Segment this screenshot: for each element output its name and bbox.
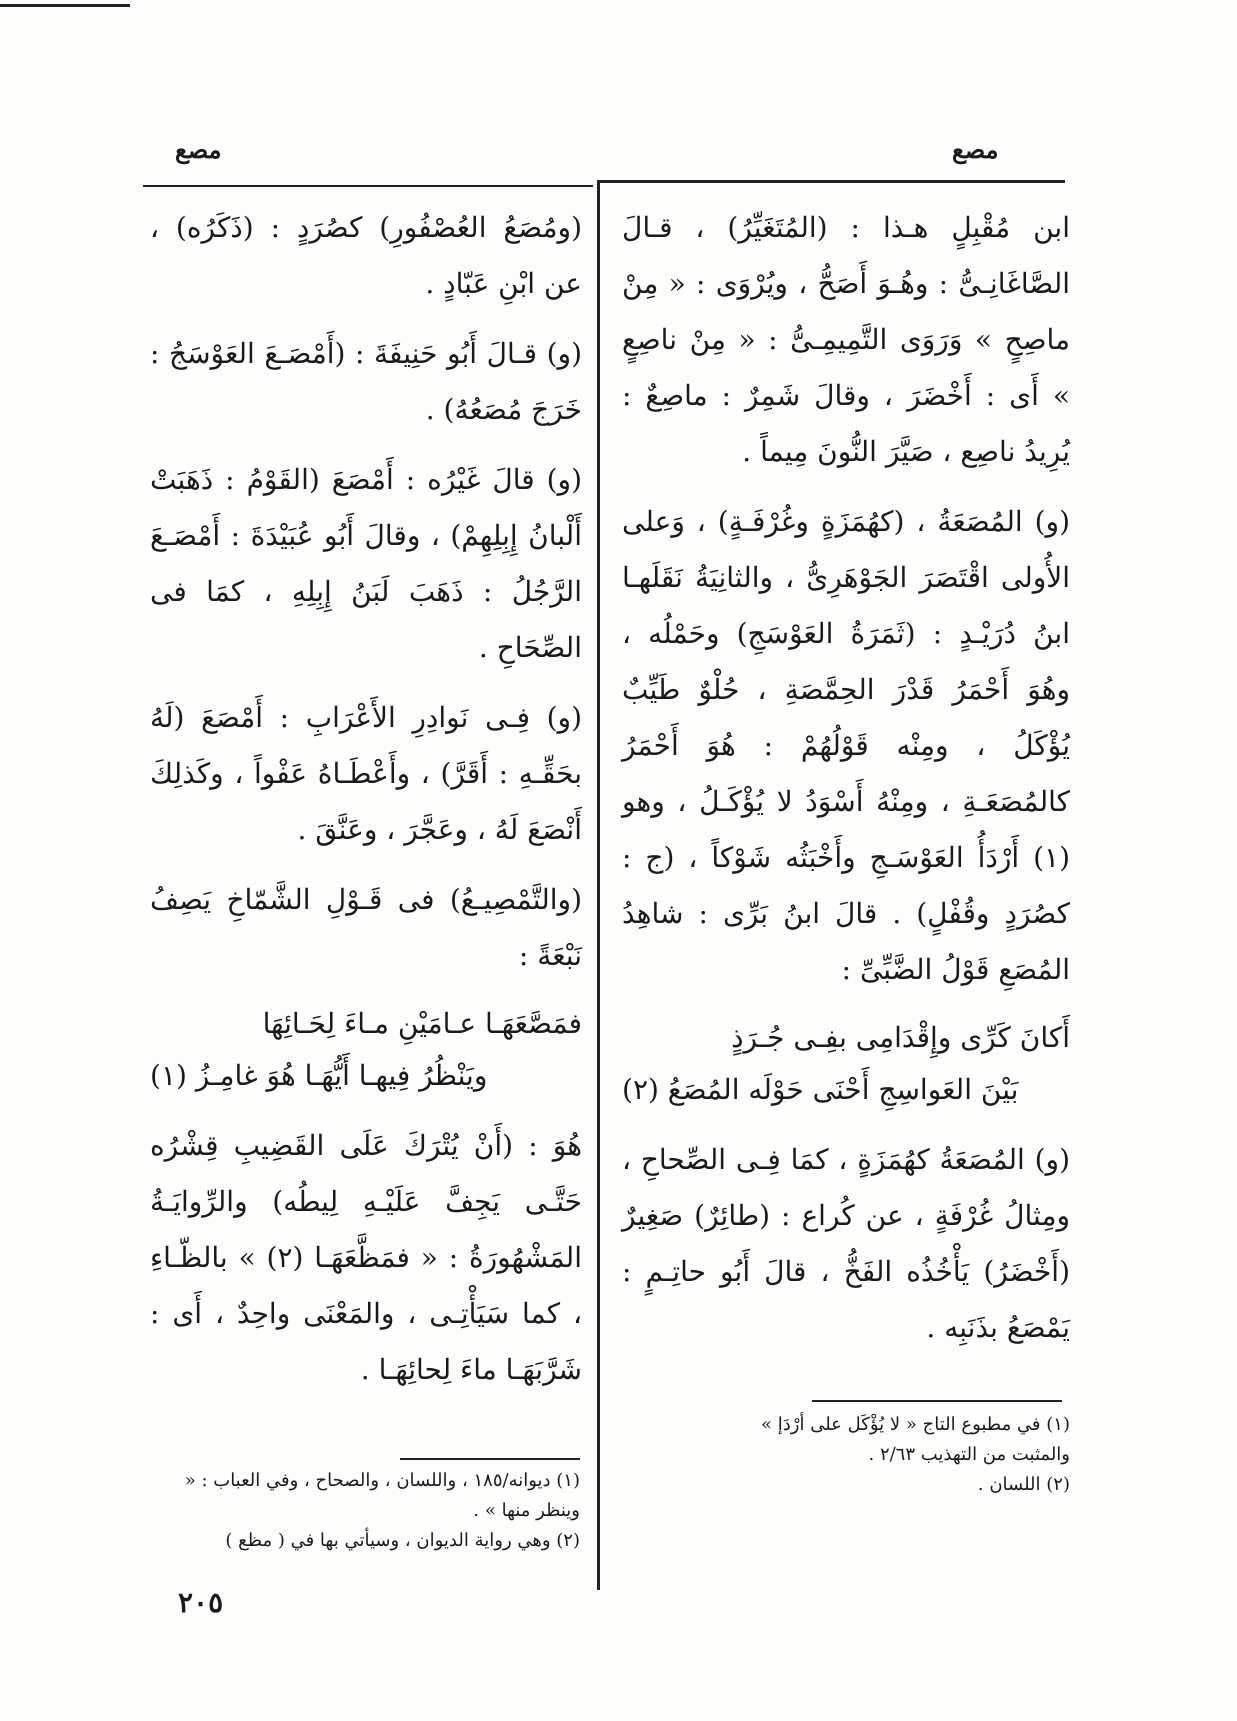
running-header-right: مصع: [952, 135, 999, 164]
footnote-rule-right: [812, 1400, 1062, 1402]
paragraph: (والتَّمْصِيـعُ) فى قَـوْلِ الشَّمّاخِ يَصِفُ نَبْعَةً :: [150, 883, 582, 972]
running-header-left: مصع: [175, 135, 222, 164]
verse-line: بَيْنَ العَواسِجِ أَحْنَى حَوْلَه المُصَعُ (٢): [622, 1073, 1019, 1106]
left-column: [150, 200, 582, 1412]
verse-line: أَكانَ كَرِّى وإِقْدَامِى بفِـى جُـرَذٍ: [731, 1021, 1070, 1054]
footnote-rule-left: [400, 1458, 580, 1460]
top-edge-line: [0, 4, 130, 7]
paragraph: (و) فِـى نَوادِرِ الأَعْرَابِ : أَمْصَعَ (لَهُ بحَقِّـهِ : أَقَرَّ) ، وأَعْطَـاهُ عَفْواً ، وكَذلِكَ أَنْصَعَ لَهُ ، وعَجَّرَ ، وعَنَّقَ .: [150, 701, 582, 846]
paragraph: ابن مُقْبِلٍ هـذا : (المُتَغَيِّرُ) ، قـالَ الصَّاغَانِـىُّ : وهُـوَ أَصَحُّ ، ويُرْوَى : « مِنْ ماصِحٍ » وَرَوَى التَّمِيمِـىُّ : « مِنْ ناصِعٍ » أَى : أَخْضَرَ ، وقالَ شَمِرٌ : ماصِعٌ : يُرِيدُ ناصِع ، صَيَّرَ النُّونَ مِيماً .: [622, 211, 1070, 468]
footnotes-left: [150, 1466, 580, 1556]
footnotes-right: [700, 1410, 1070, 1500]
right-column: [622, 200, 1070, 1370]
paragraph: (و) المُصَعَةُ كهُمَزَةٍ ، كمَا فِـى الصِّحاحِ ، ومِثالُ غُرْفَةٍ ، عن كُراع : (طائِرٌ) صَغِيرٌ (أَخْضَرُ) يَأْخُذُه الفَخُّ ، قالَ أَبُو حاتِـمٍ : يَمْصَعُ بذَنَبِه .: [622, 1143, 1070, 1344]
header-rule-left: [143, 185, 593, 187]
verse-line: فمَصَّعَهَـا عـامَيْنِ مـاءَ لِحَـائِهَا: [262, 1007, 582, 1040]
header-rule-right: [600, 180, 1065, 183]
paragraph: (و) المُصَعَةُ ، (كهُمَزَةٍ وغُرْفَـةٍ) ، وَعلى الأُولى اقْتَصَرَ الجَوْهَرِىُّ ، والثانِيَةُ نَقَلَهـا ابنُ دُرَيْـدٍ : (ثَمَرَةُ العَوْسَجِ) وحَمْلُه ، وهُوَ أَحْمَرُ قَدْرَ الحِمَّصَةِ ، حُلْوٌ طَيِّبٌ يُؤْكَلُ ، ومِنْه قَوْلُهُمْ : هُوَ أَحْمَرُ كالمُصَعَـةِ ، ومِنْهُ أَسْوَدُ لا يُؤْكَـلُ ، وهو (١) أَرْدَأُ العَوْسَـجِ وأَخْبَثُه شَوْكاً ، (ج : كصُرَدٍ وقُفْلٍ) . قالَ ابنُ بَرِّى : شاهِدُ المُصَعِ قَوْلُ الضَّبِّىِّ :: [622, 505, 1070, 986]
paragraph: (و) قالَ غَيْرُه : أَمْصَعَ (القَوْمُ : ذَهَبَتْ أَلْبانُ إِبِلِهِمْ) ، وقالَ أَبُو عُبَيْدَةَ : أَمْصَـعَ الرَّجُلُ : ذَهَبَ لَبَنُ إِبِلِهِ ، كمَا فى الصِّحَاحِ .: [150, 463, 582, 664]
column-divider: [597, 180, 600, 1590]
verse-line: ويَنْظُرُ فِيهـا أَيُّهَـا هُوَ غامِـزُ (١): [150, 1059, 488, 1092]
footnote: (٢) اللسان .: [977, 1474, 1070, 1495]
paragraph: هُوَ : (أَنْ يُتْرَكَ عَلَى القَضِيبِ قِشْرُه حَتَّـى يَجِفَّ عَلَيْـهِ لِيطُه) والرِّوايَـةُ المَشْهُورَةُ : « فمَظَّعَهَـا (٢) » بالظّـاءِ ، كما سَيَأْتِـى ، والمَعْنَى واحِدٌ ، أَى : شَرَّبَهَـا ماءَ لِحائِهَـا .: [150, 1129, 582, 1386]
paragraph: (ومُصَعُ العُصْفُورِ) كصُرَدٍ : (ذَكَرُه) ، عن ابْنِ عَبّادٍ .: [150, 211, 582, 300]
footnote: (١) في مطبوع التاج « لا يُؤْكَل على أرْدَإ » والمثبت من التهذيب ٢/٦٣ .: [761, 1414, 1070, 1465]
verse: [622, 1012, 1070, 1116]
footnote: (١) ديوانه/١٨٥ ، واللسان ، والصحاح ، وفي العباب : « وينظر منها » .: [184, 1470, 580, 1521]
footnote: (٢) وهي رواية الديوان ، وسيأتي بها في ( مظع ): [225, 1530, 580, 1551]
paragraph: (و) قـالَ أَبُو حَنِيفَةَ : (أَمْصَـعَ العَوْسَجُ : خَرَجَ مُصَعُهُ) .: [150, 337, 583, 426]
verse: [150, 998, 582, 1102]
page-number: ٢٠٥: [178, 1586, 224, 1619]
